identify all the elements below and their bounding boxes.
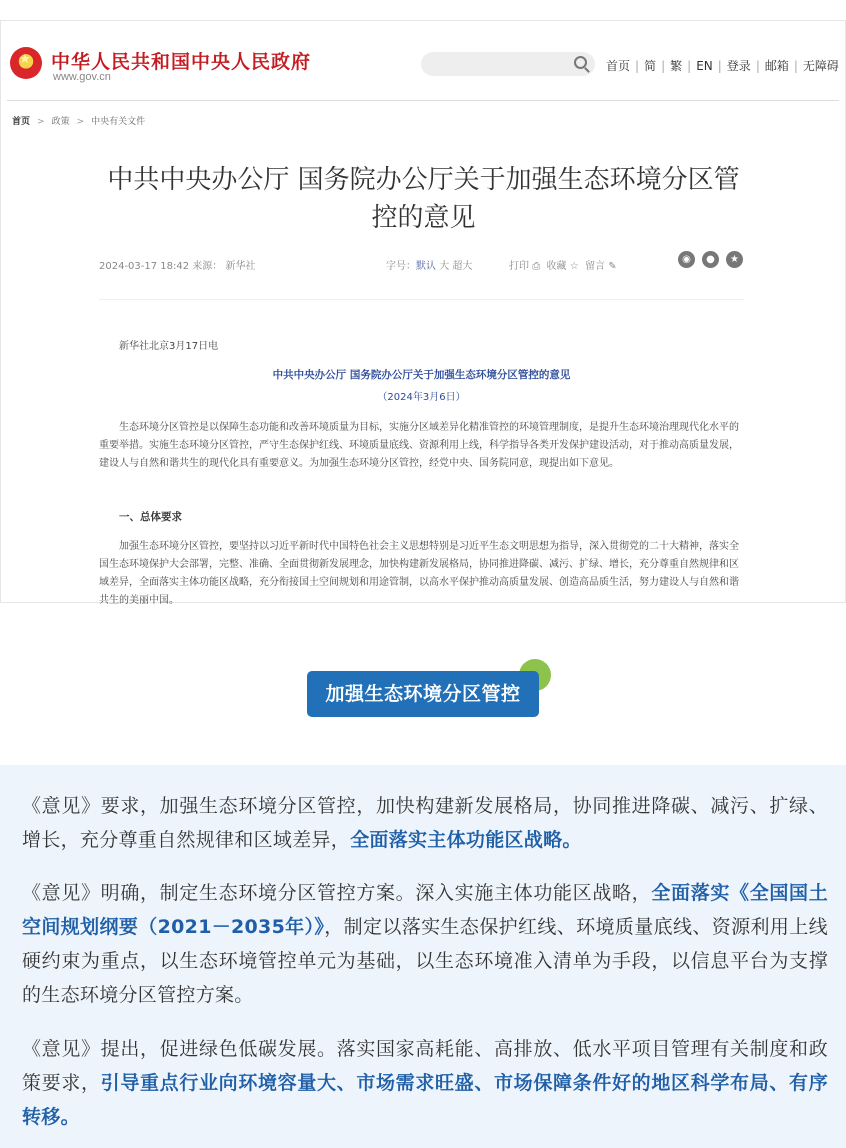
summary-paragraph: 《意见》提出，促进绿色低碳发展。落实国家高耗能、高排放、低水平项目管理有关制度和政策要求，引导重点行业向环境容量大、市场需求旺盛、市场保障条件好的地区科学布局、有序转移。	[22, 1038, 828, 1128]
font-xlarge-button[interactable]: 超大	[452, 261, 473, 272]
breadcrumb-policy[interactable]: 政策	[51, 117, 70, 127]
section-badge: 加强生态环境分区管控	[307, 671, 539, 717]
link-login[interactable]: 登录	[726, 59, 751, 73]
link-mail[interactable]: 邮箱	[764, 59, 789, 73]
top-links: 首页 | 简 | 繁 | EN | 登录 | 邮箱 | 无障碍	[606, 59, 839, 73]
favorite-star-icon[interactable]: ★	[726, 251, 743, 268]
site-title[interactable]: 中华人民共和国中央人民政府	[51, 51, 312, 73]
article-paragraph: 加强生态环境分区管控，要坚持以习近平新时代中国特色社会主义思想特别是习近平生态文明思想为指导，深入贯彻党的二十大精神，落实全国生态环境保护大会部署，完整、准确、全面贯彻新发展理念，加快构建新发展格局，协同推进降碳、减污、扩绿、增长，充分尊重自然规律和区域差异，全面落实主体功能区战略，充分衔接国土空间规划和用途管制，以高水平保护推动高质量发展、创造高品质生活，努力建设人与自然和谐共生的美丽中国。	[99, 541, 739, 606]
site-url: www.gov.cn	[53, 71, 111, 83]
search-input[interactable]	[421, 52, 595, 76]
wechat-icon[interactable]: ●	[702, 251, 719, 268]
highlight-text: 全面落实《全国国土空间规划纲要（2021－2035年）》	[22, 882, 828, 938]
highlight-text: 全面落实主体功能区战略。	[350, 829, 582, 851]
printer-icon[interactable]: ⎙	[532, 261, 541, 272]
link-home[interactable]: 首页	[606, 59, 631, 73]
pencil-icon[interactable]: ✎	[608, 261, 617, 272]
summary-paragraph: 《意见》明确，制定生态环境分区管控方案。深入实施主体功能区战略，全面落实《全国国土空间规划纲要（2021－2035年）》，制定以落实生态保护红线、环境质量底线、资源利用上线硬约束为重点，以生态环境管控单元为基础，以生态环境准入清单为手段，以信息平台为支撑的生态环境分区管控方案。	[22, 882, 828, 1006]
weibo-icon[interactable]: ◉	[678, 251, 695, 268]
font-large-button[interactable]: 大	[439, 261, 450, 272]
section-heading: 一、总体要求	[119, 511, 182, 523]
highlight-text: 引导重点行业向环境容量大、市场需求旺盛、市场保障条件好的地区科学布局、有序转移。	[22, 1072, 828, 1128]
print-button[interactable]: 打印	[509, 261, 529, 272]
star-icon[interactable]: ☆	[569, 261, 579, 272]
breadcrumb	[12, 114, 145, 127]
font-default-button[interactable]: 默认	[416, 261, 436, 272]
link-traditional[interactable]: 繁	[670, 59, 683, 73]
breadcrumb-central-docs[interactable]: 中央有关文件	[91, 117, 146, 127]
publish-info: 2024-03-17 18:42 来源： 新华社	[99, 261, 256, 272]
link-english[interactable]: EN	[696, 59, 713, 73]
header-divider	[7, 100, 839, 101]
article-paragraph: 生态环境分区管控是以保障生态功能和改善环境质量为目标，实施分区域差异化精准管控的环境管理制度，是提升生态环境治理现代化水平的重要举措。实施生态环境分区管控，严守生态保护红线、环境质量底线、资源利用上线，科学指导各类开发保护建设活动，对于推动高质量发展，建设人与自然和谐共生的现代化具有重要意义。为加强生态环境分区管控，经党中央、国务院同意，现提出如下意见。	[99, 422, 739, 469]
article-meta	[99, 256, 744, 276]
favorite-button[interactable]: 收藏	[546, 261, 567, 272]
link-accessibility[interactable]: 无障碍	[802, 59, 839, 73]
comment-button[interactable]: 留言	[585, 261, 606, 272]
summary-panel	[0, 765, 846, 1148]
summary-paragraph: 《意见》要求，加强生态环境分区管控，加快构建新发展格局，协同推进降碳、减污、扩绿、增长，充分尊重自然规律和区域差异，全面落实主体功能区战略。	[22, 795, 828, 851]
search-icon[interactable]	[574, 56, 587, 69]
document-title: 中共中央办公厅 国务院办公厅关于加强生态环境分区管控的意见	[272, 369, 571, 381]
screenshot-panel	[0, 20, 846, 606]
share-icons	[671, 251, 743, 268]
article-title: 中共中央办公厅 国务院办公厅关于加强生态环境分区管 控的意见	[107, 165, 740, 233]
chevron-right-icon: >	[37, 117, 45, 127]
breadcrumb-home[interactable]: 首页	[12, 117, 31, 127]
article-tools	[509, 257, 617, 272]
meta-divider	[99, 299, 744, 300]
national-emblem-icon[interactable]	[10, 47, 42, 79]
dateline: 新华社北京3月17日电	[119, 341, 219, 352]
document-date: （2024年3月6日）	[377, 392, 466, 403]
site-header	[1, 21, 845, 101]
chevron-right-icon: >	[76, 117, 85, 127]
font-size-controls: 字号：默认 大 超大	[386, 261, 473, 272]
link-simplified[interactable]: 简	[644, 59, 657, 73]
